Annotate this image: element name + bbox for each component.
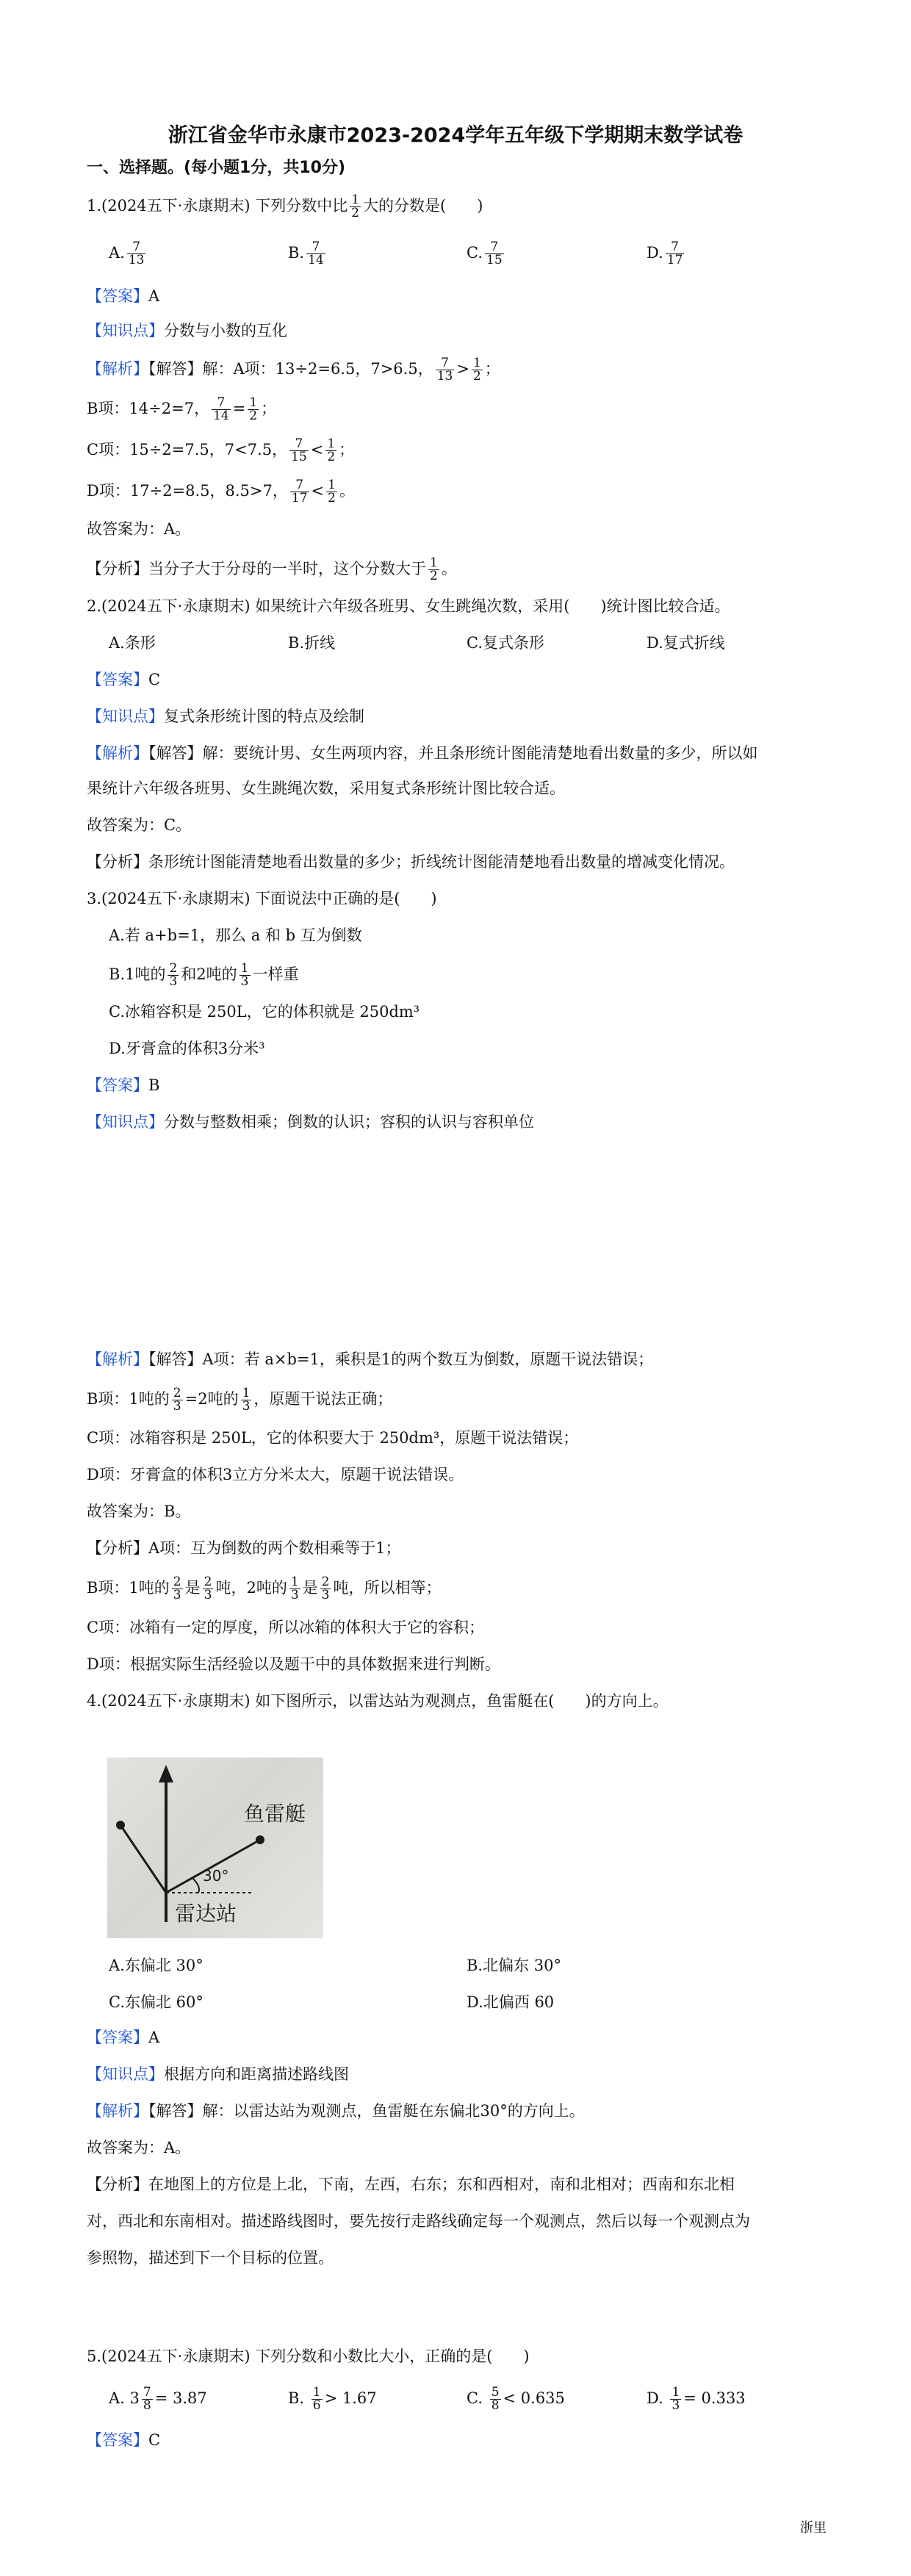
- q4-knowledge: 【知识点】根据方向和距离描述路线图: [87, 2065, 349, 2083]
- q5-answer: 【答案】C: [87, 2431, 161, 2449]
- q1-analysis-c: C项：15÷2=7.5，7<7.5， $\frac{7}{15}$ < $\frac{1}{2}$ ；: [87, 436, 355, 464]
- north-arrow-icon: [159, 1765, 173, 1782]
- q3-analysis-3: C项：冰箱容积是 250L，它的体积要大于 250dm³，原题干说法错误；: [87, 1429, 579, 1447]
- q3-fenxi-4: D项：根据实际生活经验以及题干中的具体数据来进行判断。: [87, 1655, 500, 1673]
- q3-fenxi-3: C项：冰箱有一定的厚度，所以冰箱的体积大于它的容积；: [87, 1619, 485, 1636]
- question-2-stem: 2.(2024五下·永康期末) 如果统计六年级各班男、女生跳绳次数，采用( )统计图比较合适。: [87, 597, 730, 615]
- direction-diagram: [107, 1757, 323, 1938]
- q1-fenxi: 【分析】当分子大于分母的一半时，这个分数大于 $\frac{1}{2}$ 。: [87, 555, 457, 583]
- q2-option-c: C.复式条形: [467, 634, 544, 652]
- q4-conclusion: 故答案为：A。: [87, 2139, 191, 2156]
- q3-fenxi-1: 【分析】A项：互为倒数的两个数相乘等于1；: [87, 1539, 401, 1557]
- q2-knowledge: 【知识点】复式条形统计图的特点及绘制: [87, 708, 364, 725]
- direction-figure: [107, 1757, 323, 1938]
- q1-conclusion: 故答案为：A。: [87, 520, 191, 538]
- q3-option-d: D.牙膏盒的体积3分米³: [109, 1040, 265, 1057]
- q1-option-c: C. $\frac{7}{15}$: [467, 240, 503, 267]
- q1-option-b: B. $\frac{7}{14}$: [288, 240, 324, 267]
- q3-analysis-1: 【解析】【解答】A项：若 a×b=1，乘积是1的两个数互为倒数，原题干说法错误；: [87, 1350, 654, 1368]
- q1-analysis-b: B项：14÷2=7， $\frac{7}{14}$ = $\frac{1}{2}$ ；: [87, 395, 277, 423]
- boat-point: [256, 1835, 264, 1844]
- q3-option-a: A.若 a+b=1，那么 a 和 b 互为倒数: [109, 927, 362, 944]
- q3-answer: 【答案】B: [87, 1076, 160, 1094]
- q3-option-c: C.冰箱容积是 250L，它的体积就是 250dm³: [109, 1003, 420, 1021]
- q4-answer: 【答案】A: [87, 2029, 160, 2046]
- q3-knowledge: 【知识点】分数与整数相乘；倒数的认识；容积的认识与容积单位: [87, 1113, 534, 1131]
- question-4-stem: 4.(2024五下·永康期末) 如下图所示，以雷达站为观测点，鱼雷艇在( )的方向上。: [87, 1692, 669, 1710]
- q2-analysis-2: 果统计六年级各班男、女生跳绳次数，采用复式条形统计图比较合适。: [87, 780, 565, 797]
- q1-answer: 【答案】A: [87, 287, 160, 305]
- west-ray: [120, 1825, 166, 1893]
- question-1-stem: 1.(2024五下·永康期末) 下列分数中比 $\frac{1}{2}$ 大的分数是( ): [87, 193, 483, 220]
- q1-option-d: D. $\frac{7}{17}$: [647, 240, 683, 267]
- q4-option-d: D.北偏西 60: [467, 1993, 555, 2011]
- q4-option-a: A.东偏北 30°: [109, 1957, 204, 1974]
- q5-option-b: B. $\frac{1}{6}$ > 1.67: [288, 2385, 377, 2413]
- q1-option-a: A. $\frac{7}{13}$: [109, 240, 145, 267]
- west-point: [116, 1821, 125, 1830]
- angle-arc: [192, 1878, 199, 1893]
- boat-ray: [166, 1840, 260, 1893]
- q4-fenxi-3: 参照物，描述到下一个目标的位置。: [87, 2249, 334, 2267]
- question-3-stem: 3.(2024五下·永康期末) 下面说法中正确的是( ): [87, 890, 437, 907]
- q2-option-a: A.条形: [109, 634, 156, 652]
- q4-fenxi-2: 对，西北和东南相对。描述路线图时，要先按行走路线确定每一个观测点，然后以每一个观测点为: [87, 2212, 750, 2230]
- q2-analysis-1: 【解析】【解答】解：要统计男、女生两项内容，并且条形统计图能清楚地看出数量的多少，所以如: [87, 744, 758, 762]
- q4-analysis: 【解析】【解答】解：以雷达站为观测点，鱼雷艇在东偏北30°的方向上。: [87, 2102, 585, 2120]
- q2-option-b: B.折线: [288, 634, 336, 652]
- q5-option-a: A. 3 $\frac{7}{8}$ = 3.87: [109, 2385, 207, 2413]
- q3-analysis-4: D项：牙膏盒的体积3立方分米太大，原题干说法错误。: [87, 1466, 464, 1483]
- page-title: 浙江省金华市永康市2023-2024学年五年级下学期期末数学试卷: [168, 124, 743, 147]
- q2-fenxi: 【分析】条形统计图能清楚地看出数量的多少；折线统计图能清楚地看出数量的增减变化情况。: [87, 853, 735, 871]
- q4-option-c: C.东偏北 60°: [109, 1993, 204, 2011]
- q4-fenxi-1: 【分析】在地图上的方位是上北，下南，左西，右东；东和西相对，南和北相对；西南和东北相: [87, 2176, 735, 2193]
- q3-conclusion: 故答案为：B。: [87, 1503, 191, 1520]
- section-heading: 一、选择题。(每小题1分，共10分): [87, 159, 346, 177]
- q4-option-b: B.北偏东 30°: [467, 1957, 562, 1974]
- q2-answer: 【答案】C: [87, 671, 161, 688]
- q1-analysis-a: 【解析】【解答】解：A项：13÷2=6.5，7>6.5， $\frac{7}{13}$ > $\frac{1}{2}$ ；: [87, 356, 500, 384]
- q5-option-c: C. $\frac{5}{8}$ < 0.635: [467, 2385, 565, 2413]
- q1-knowledge: 【知识点】分数与小数的互化: [87, 322, 287, 339]
- footer-mark: 浙里: [800, 2520, 827, 2536]
- q3-option-b: B.1吨的 $\frac{2}{3}$ 和2吨的 $\frac{1}{3}$ 一样重: [109, 961, 299, 989]
- q5-option-d: D. $\frac{1}{3}$ = 0.333: [647, 2385, 746, 2413]
- q3-analysis-2: B项：1吨的 $\frac{2}{3}$ =2吨的 $\frac{1}{3}$ ，原题干说法正确；: [87, 1386, 393, 1414]
- q1-analysis-d: D项：17÷2=8.5，8.5>7， $\frac{7}{17}$ < $\frac{1}{2}$ 。: [87, 478, 355, 506]
- q2-conclusion: 故答案为：C。: [87, 816, 192, 834]
- question-5-stem: 5.(2024五下·永康期末) 下列分数和小数比大小，正确的是( ): [87, 2347, 530, 2365]
- q2-option-d: D.复式折线: [647, 634, 725, 652]
- angle-label: 30°: [203, 1867, 229, 1885]
- boat-label: 鱼雷艇: [244, 1802, 306, 1826]
- station-label: 雷达站: [175, 1902, 237, 1926]
- q3-fenxi-2: B项：1吨的 $\frac{2}{3}$ 是 $\frac{2}{3}$ 吨，2吨的 $\frac{1}{3}$ 是 $\frac{2}{3}$ 吨，所以相等；: [87, 1575, 442, 1602]
